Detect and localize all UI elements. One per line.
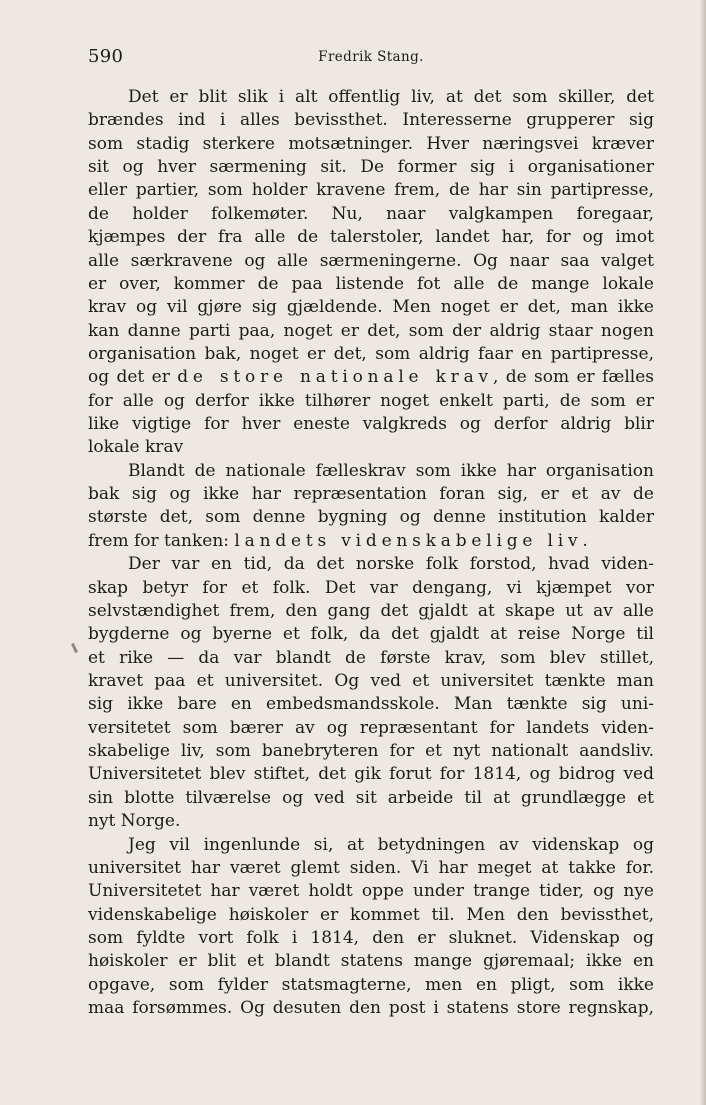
- text-line: organisation bak, noget er det, som aldrig faar en partipresse,: [88, 343, 654, 364]
- text-line: [88, 530, 654, 553]
- text-line: Der var en tid, da det norske folk forstod, hvad viden-: [128, 554, 654, 575]
- text-line: Det er blit slik i alt offentlig liv, at det som skiller, det: [128, 87, 654, 107]
- text-line: kjæmpes der fra alle de talerstoler, landet har, for og imot: [88, 227, 654, 248]
- page-edge-shadow: [700, 0, 706, 1105]
- text-segment: , de som er fælles: [492, 367, 654, 388]
- text-line: bak sig og ikke har repræsentation foran sig, er et av de: [88, 484, 654, 505]
- text-segment: .: [582, 530, 588, 551]
- text-line: som stadig sterkere motsætninger. Hver næringsvei kræver: [88, 133, 654, 154]
- text-line: bygderne og byerne et folk, da det gjaldt at reise Norge til: [88, 624, 654, 645]
- text-line: nyt Norge.: [88, 811, 181, 832]
- text-line: eller partier, som holder kravene frem, de har sin partipresse,: [88, 180, 654, 201]
- text-line: kravet paa et universitet. Og ved et universitet tænkte man: [88, 670, 654, 691]
- body-text: [88, 86, 654, 1020]
- text-line: Universitetet blev stiftet, det gik forut for 1814, og bidrog ved: [88, 764, 654, 785]
- text-line: høiskoler er blit et blandt statens mange gjøremaal; ikke en: [88, 951, 654, 972]
- text-line: brændes ind i alles bevissthet. Interesserne grupperer sig: [88, 110, 654, 131]
- text-line: videnskabelige høiskoler er kommet til. Men den bevissthet,: [88, 904, 654, 925]
- text-line: de holder folkemøter. Nu, naar valgkampen foregaar,: [88, 203, 654, 224]
- text-segment: og det er: [88, 367, 178, 388]
- spaced-emphasis: landets videnskabelige liv: [234, 530, 583, 551]
- spaced-emphasis: de store nationale krav: [177, 367, 493, 388]
- text-line: som fyldte vort folk i 1814, den er sluknet. Videnskap og: [88, 927, 654, 948]
- text-line: for alle og derfor ikke tilhører noget enkelt parti, de som er: [88, 390, 654, 411]
- text-line: sin blotte tilværelse og ved sit arbeide til at grundlægge et: [88, 787, 654, 808]
- text-line: opgave, som fylder statsmagterne, men en pligt, som ikke: [88, 974, 654, 995]
- text-segment: frem for tanken:: [88, 530, 235, 551]
- text-line: Universitetet har været holdt oppe under trange tider, og nye: [88, 881, 654, 902]
- margin-mark: [71, 643, 78, 653]
- text-line: Blandt de nationale fælleskrav som ikke har organisation: [128, 460, 654, 481]
- text-line: er over, kommer de paa listende fot alle de mange lokale: [88, 273, 654, 294]
- text-line: lokale krav: [88, 437, 184, 458]
- text-line: selvstændighet frem, den gang det gjaldt at skape ut av alle: [88, 600, 654, 621]
- text-line: [88, 366, 654, 389]
- running-head: Fredrik Stang.: [318, 49, 424, 65]
- text-line: like vigtige for hver eneste valgkreds og derfor aldrig blir: [88, 414, 654, 435]
- text-line: krav og vil gjøre sig gjældende. Men noget er det, man ikke: [88, 297, 654, 318]
- text-line: maa forsømmes. Og desuten den post i statens store regnskap,: [88, 998, 654, 1019]
- text-line: Jeg vil ingenlunde si, at betydningen av videnskap og: [128, 834, 654, 855]
- page-header: [88, 46, 654, 72]
- text-line: universitet har været glemt siden. Vi har meget at takke for.: [88, 857, 654, 878]
- text-line: største det, som denne bygning og denne institution kalder: [88, 507, 654, 528]
- text-line: skap betyr for et folk. Det var dengang, vi kjæmpet vor: [88, 577, 654, 598]
- page-number: 590: [88, 46, 124, 67]
- text-line: alle særkravene og alle særmeningerne. Og naar saa valget: [88, 250, 654, 271]
- text-line: kan danne parti paa, noget er det, som der aldrig staar nogen: [88, 320, 654, 341]
- text-line: skabelige liv, som banebryteren for et nyt nationalt aandsliv.: [88, 741, 654, 762]
- text-line: et rike — da var blandt de første krav, som blev stillet,: [88, 647, 654, 668]
- text-line: sit og hver særmening sit. De former sig i organisationer: [88, 157, 654, 178]
- text-line: versitetet som bærer av og repræsentant for landets viden-: [88, 717, 654, 738]
- text-line: sig ikke bare en embedsmandsskole. Man tænkte sig uni-: [88, 694, 654, 715]
